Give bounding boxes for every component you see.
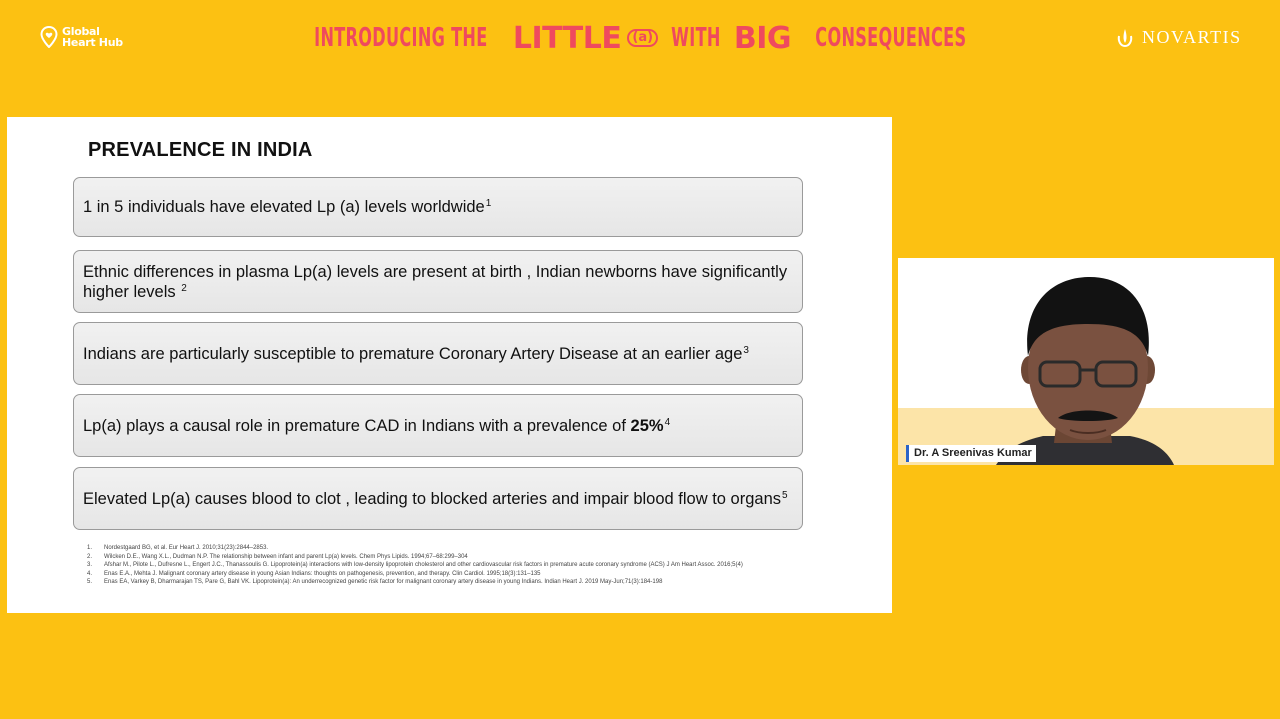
- headline-part-a: (a): [627, 29, 658, 47]
- headline-part-little: LITTLE: [512, 20, 622, 56]
- point-text-1: 1 in 5 individuals have elevated Lp (a) levels worldwide$^1$: [83, 198, 492, 216]
- point-ref-5: 5: [782, 489, 788, 501]
- presentation-slide: [7, 117, 892, 613]
- point-box-5: [73, 467, 803, 530]
- reference-item: 1. Nordestgaard BG, et al. Eur Heart J. 2010;31(23):2844–2853.: [87, 545, 269, 551]
- speaker-avatar: [898, 258, 1274, 465]
- point-ref-4: 4: [664, 416, 671, 428]
- location-pin-heart-icon: [40, 26, 58, 48]
- global-heart-hub-logo: [40, 26, 123, 48]
- campaign-headline: [314, 20, 967, 56]
- novartis-flame-icon: [1116, 26, 1134, 48]
- reference-item: 2. Wilcken D.E., Wang X.L., Dudman N.P. The relationship between infant and parent Lp(a) levels. Chem Phys Lipids. 1994;67–68:299–304: [87, 553, 468, 560]
- point-box-4: [73, 394, 803, 457]
- speaker-video-feed: [898, 258, 1274, 465]
- headline-part-introducing: INTRODUCING THE: [314, 23, 488, 53]
- headline-part-consequences: CONSEQUENCES: [815, 23, 967, 53]
- references-list: [87, 544, 847, 587]
- brand-left-line2: Heart Hub: [62, 36, 123, 49]
- novartis-logo: [1116, 26, 1242, 48]
- point-ref-2: 2: [181, 282, 187, 294]
- point-text-2: Ethnic differences in plasma Lp(a) levels are present at birth , Indian newborns have significantly higher levels $^2$: [83, 262, 788, 301]
- headline-part-with: WITH: [671, 23, 721, 53]
- headline-part-big: BIG: [733, 20, 792, 56]
- reference-item: 5. Enas EA, Varkey B, Dharmarajan TS, Pare G, Bahl VK. Lipoprotein(a): An underrecognized genetic risk factor for malignant coronary artery disease in young Indians. Indian Heart J. 2019 May-Jun;71(3):184-198: [87, 579, 663, 585]
- point-text-3: Indians are particularly susceptible to premature Coronary Artery Disease at an earlier age$^3$: [83, 344, 749, 363]
- reference-item: 3. Afshar M., Pilote L., Dufresne L., Engert J.C., Thanassoulis G. Lipoprotein(a) interactions with low-density lipoprotein cholesterol and other cardiovascular risk factors in premature acute coronary syndrome (ACS) J Am Heart Assoc. 2016;5(4): [87, 562, 743, 568]
- point-box-2: [73, 250, 803, 313]
- point-text-4: Lp(a) plays a causal role in premature CAD in Indians with a prevalence of 25%$^4$: [83, 416, 671, 435]
- brand-left-line1: Global: [62, 25, 100, 38]
- novartis-wordmark: NOVARTIS: [1142, 26, 1242, 47]
- point-ref-1: 1: [485, 198, 492, 209]
- speaker-name-label: Dr. A Sreenivas Kumar: [906, 445, 1036, 462]
- slide-title: PREVALENCE IN INDIA: [88, 139, 313, 161]
- point-text-5: Elevated Lp(a) causes blood to clot , leading to blocked arteries and impair blood flow to organs$^5$: [83, 489, 788, 508]
- point-box-1: [73, 177, 803, 237]
- point-highlight-25-percent: 25%: [630, 416, 664, 435]
- reference-item: 4. Enas E.A., Mehta J. Malignant coronary artery disease in young Asian Indians: thoughts on pathogenesis, prevention, and therapy. Clin Cardiol. 1995;18(3):131–135: [87, 570, 541, 577]
- point-box-3: [73, 322, 803, 385]
- point-ref-3: 3: [743, 344, 749, 356]
